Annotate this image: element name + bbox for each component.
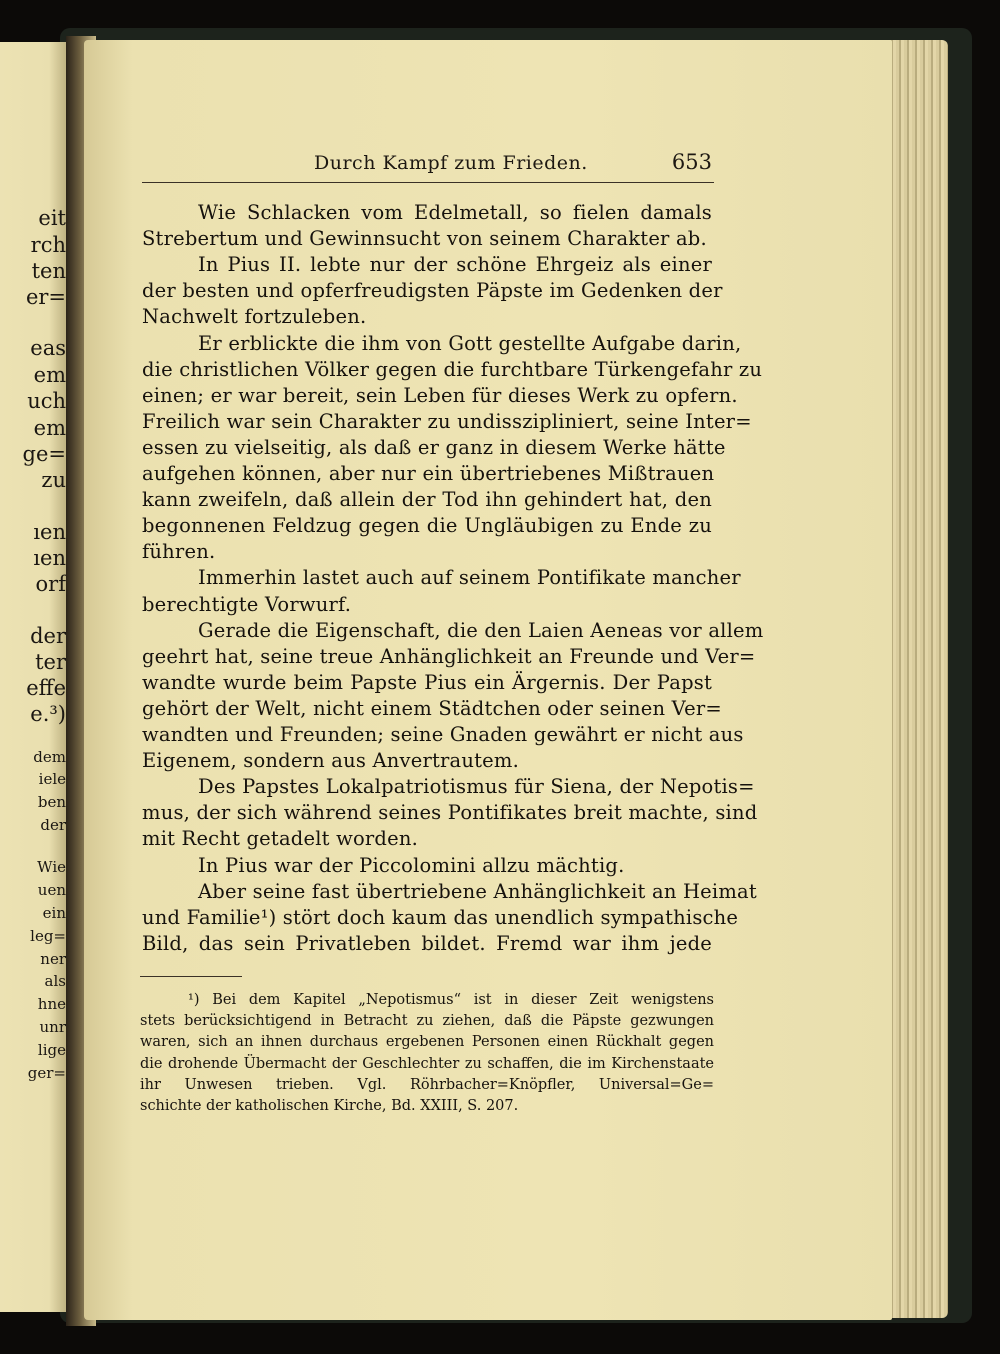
body-line: Gerade die Eigenschaft, die den Laien Aeneas vor allem bbox=[198, 618, 764, 642]
left-page-fragment: ner bbox=[40, 950, 66, 968]
left-page-fragment: der bbox=[30, 624, 66, 648]
body-line: Nachwelt fortzuleben. bbox=[142, 305, 367, 329]
body-line: essen zu vielseitig, als daß er ganz in diesem Werke hätte bbox=[142, 435, 726, 459]
left-page-fragment: effe bbox=[26, 676, 66, 700]
left-page-fragment: ıen bbox=[33, 520, 66, 544]
body-line: einen; er war bereit, sein Leben für dieses Werk zu opfern. bbox=[142, 383, 738, 407]
left-page-fragment: ter bbox=[35, 650, 66, 674]
left-page-fragment: ein bbox=[42, 904, 66, 922]
footnote-line: schichte der katholischen Kirche, Bd. XXIII, S. 207. bbox=[140, 1098, 519, 1114]
footnote-rule bbox=[140, 976, 242, 977]
left-page-fragment: uch bbox=[27, 389, 66, 413]
body-line: Bild, das sein Privatleben bildet. Fremd war ihm jede bbox=[142, 931, 712, 955]
left-page-fragment: leg= bbox=[30, 927, 66, 945]
body-line: und Familie¹) stört doch kaum das unendlich sympathische bbox=[142, 905, 739, 929]
left-page-fragment: eas bbox=[30, 336, 66, 360]
body-line: Immerhin lastet auch auf seinem Pontifikate mancher bbox=[198, 566, 741, 590]
footnote-line: die drohende Übermacht der Geschlechter zu schaffen, die im Kirchenstaate bbox=[140, 1055, 714, 1072]
body-line: In Pius war der Piccolomini allzu mächtig. bbox=[198, 853, 625, 877]
left-page-fragment: unr bbox=[39, 1018, 66, 1036]
body-line: Aber seine fast übertriebene Anhänglichkeit an Heimat bbox=[198, 879, 757, 903]
body-line: aufgehen können, aber nur ein übertriebenes Mißtrauen bbox=[142, 462, 715, 485]
body-line: Des Papstes Lokalpatriotismus für Siena, der Nepotis= bbox=[198, 775, 755, 799]
footnote-line: stets berücksichtigend in Betracht zu ziehen, daß die Päpste gezwungen bbox=[140, 1013, 714, 1030]
page-number: 653 bbox=[671, 150, 712, 174]
body-line: wandte wurde beim Papste Pius ein Ärgernis. Der Papst bbox=[142, 670, 712, 694]
left-page-text-fragments bbox=[0, 0, 66, 1354]
left-page-fragment: e.³) bbox=[30, 702, 66, 726]
body-line: In Pius II. lebte nur der schöne Ehrgeiz als einer bbox=[198, 253, 712, 277]
left-page-fragment: eit bbox=[38, 206, 66, 230]
left-page-fragment: em bbox=[33, 416, 66, 440]
footnote-line: ¹) Bei dem Kapitel „Nepotismus“ ist in dieser Zeit wenigstens bbox=[188, 992, 714, 1008]
left-page-fragment: em bbox=[33, 363, 66, 387]
running-title: Durch Kampf zum Frieden. bbox=[314, 152, 588, 174]
body-line: begonnenen Feldzug gegen die Ungläubigen zu Ende zu bbox=[142, 514, 712, 538]
left-page-fragment: rch bbox=[30, 233, 66, 257]
left-page-fragment: lige bbox=[37, 1041, 66, 1059]
left-page-fragment: ten bbox=[31, 259, 66, 283]
body-line: berechtigte Vorwurf. bbox=[142, 592, 352, 616]
left-page-fragment: orf bbox=[35, 572, 66, 596]
body-line: mit Recht getadelt worden. bbox=[142, 827, 419, 851]
left-page-fragment: Wie bbox=[37, 858, 66, 876]
left-page-fragment: hne bbox=[37, 995, 66, 1013]
body-line: Wie Schlacken vom Edelmetall, so fielen damals bbox=[198, 201, 712, 224]
left-page-fragment: der bbox=[40, 816, 66, 834]
body-line: führen. bbox=[142, 540, 216, 564]
left-page-fragment: ger= bbox=[27, 1064, 66, 1082]
left-page-fragment: ben bbox=[37, 793, 66, 811]
running-header bbox=[142, 150, 714, 183]
left-page-fragment: ıen bbox=[33, 546, 66, 570]
body-line: geehrt hat, seine treue Anhänglichkeit an Freunde und Ver= bbox=[142, 644, 756, 668]
body-line: kann zweifeln, daß allein der Tod ihn gehindert hat, den bbox=[142, 488, 712, 512]
left-page-fragment: iele bbox=[38, 770, 66, 788]
body-line: Er erblickte die ihm von Gott gestellte Aufgabe darin, bbox=[198, 331, 742, 355]
body-line: Strebertum und Gewinnsucht von seinem Charakter ab. bbox=[142, 227, 707, 251]
body-line: Freilich war sein Charakter zu undisszipliniert, seine Inter= bbox=[142, 409, 752, 433]
left-page-fragment: ge= bbox=[22, 442, 66, 466]
left-page-fragment: als bbox=[44, 972, 66, 990]
footnote-line: waren, sich an ihnen durchaus ergebenen Personen einen Rückhalt gegen bbox=[140, 1034, 714, 1051]
body-line: der besten und opferfreudigsten Päpste im Gedenken der bbox=[142, 279, 723, 303]
left-page-fragment: zu bbox=[41, 468, 66, 492]
body-line: mus, der sich während seines Pontifikates breit machte, sind bbox=[142, 801, 758, 825]
footnote-line: ihr Unwesen trieben. Vgl. Röhrbacher=Knöpfler, Universal=Ge= bbox=[140, 1076, 714, 1093]
body-line: die christlichen Völker gegen die furchtbare Türkengefahr zu bbox=[142, 357, 763, 381]
left-page-fragment: er= bbox=[25, 285, 66, 309]
body-line: wandten und Freunden; seine Gnaden gewährt er nicht aus bbox=[142, 723, 744, 746]
left-page-fragment: dem bbox=[33, 748, 66, 766]
body-line: Eigenem, sondern aus Anvertrautem. bbox=[142, 749, 520, 773]
body-line: gehört der Welt, nicht einem Städtchen oder seinen Ver= bbox=[142, 696, 722, 720]
left-page-fragment: uen bbox=[37, 881, 66, 899]
